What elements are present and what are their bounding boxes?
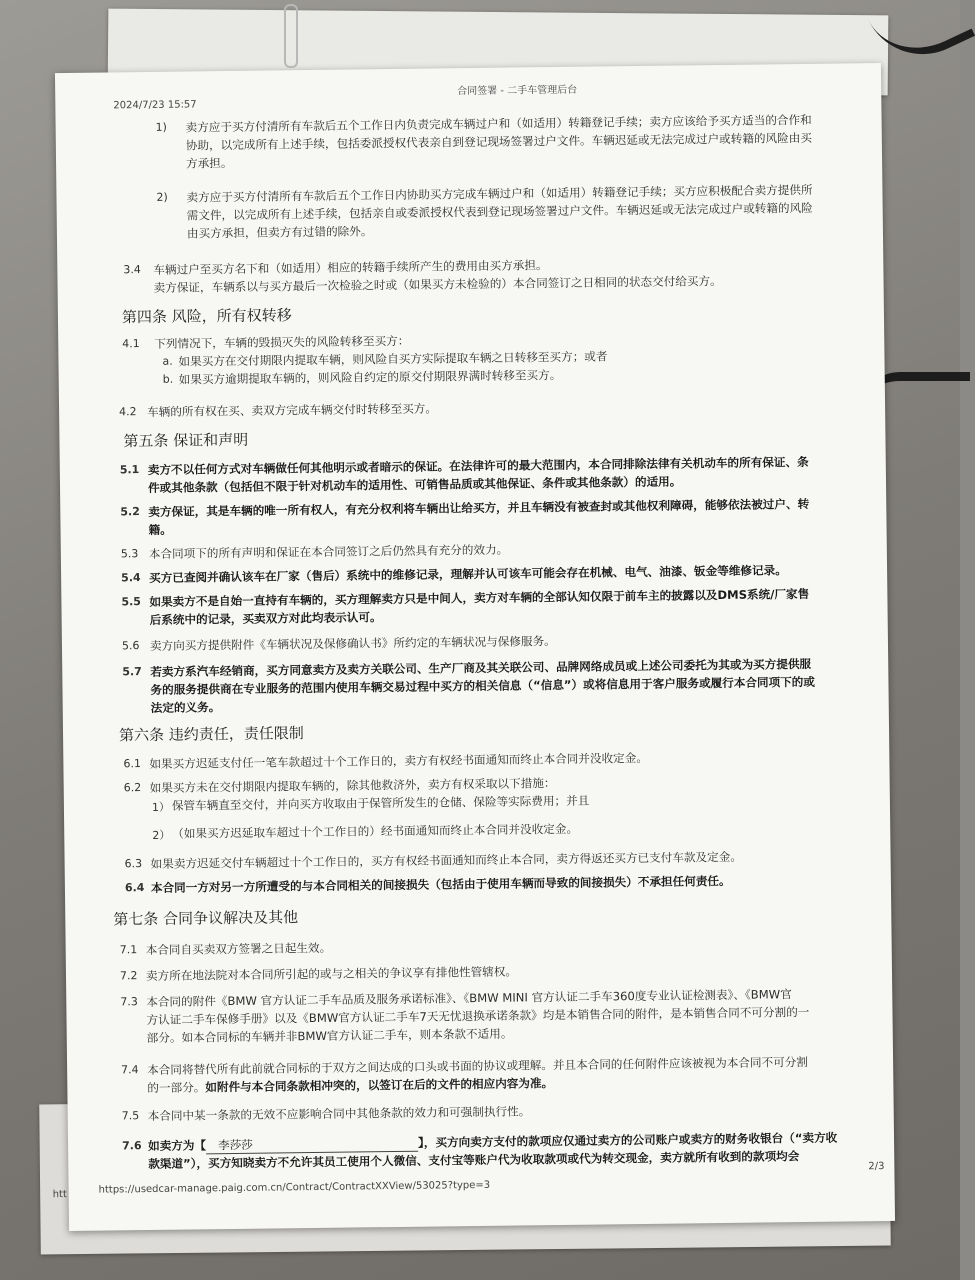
clause-text: 本合同一方对另一方所遭受的与本合同相关的间接损失（包括由于使用车辆而导致的间接损失）不承担任何责任。 bbox=[150, 873, 731, 895]
clause-number: 5.1 bbox=[119, 463, 140, 477]
clause-number: 5.5 bbox=[121, 595, 141, 609]
clause-text: 本合同将替代所有此前就合同标的于双方之间达成的口头或书面的协议或理解。并且本合同的任何附件应该被视为本合同不可分割 bbox=[147, 1054, 809, 1078]
clause-text: 款渠道”），买方知晓卖方不允许其员工使用个人微信、支付宝等账户代为收取款项或代为转交现金，卖方就所有收到的款项均会 bbox=[148, 1149, 800, 1172]
clause-text-line bbox=[149, 542, 509, 562]
clause-text-line bbox=[151, 873, 731, 896]
clause-number: 5.7 bbox=[122, 665, 142, 679]
clause-number: 7.4 bbox=[121, 1063, 139, 1077]
clause-number: b. bbox=[162, 372, 174, 386]
clause-number: 4.1 bbox=[122, 337, 140, 351]
clause-text: 协助，以完成所有上述手续，包括委派授权代表亲自到登记现场签署过户文件。车辆迟延或无法完成过户或转籍的风险由买 bbox=[185, 130, 812, 153]
clause-text: 卖方保证，其是车辆的唯一所有权人，有充分权利将车辆出让给买方，并且车辆没有被查封或其他权利障碍，能够依法被过户、转 bbox=[148, 496, 810, 519]
clause-text: 如果买方迟延支付任一笔车款超过十个工作日的，卖方有权经书面通知而终止本合同并没收定金。 bbox=[149, 750, 649, 771]
clause-text: 本合同自买卖双方签署之日起生效。 bbox=[145, 940, 332, 958]
clause-text-line bbox=[147, 1054, 808, 1078]
clause-text: 卖方向买方提供附件《车辆状况及保修确认书》所约定的车辆状况与保修服务。 bbox=[149, 634, 556, 653]
clause-text: 如果买方未在交付期限内提取车辆的，除其他救济外，卖方有权采取以下措施： bbox=[149, 776, 556, 795]
clause-number: 7.2 bbox=[119, 969, 138, 983]
clause-number: 2） bbox=[152, 828, 171, 842]
clause-text-line bbox=[153, 257, 547, 278]
clause-text-line bbox=[179, 367, 562, 388]
clause-text: 需文件，以完成所有上述手续，包括亲自或委派授权代表到登记现场签署过户文件。车辆迟延或无法完成过户或转籍的风险 bbox=[186, 200, 813, 223]
clause-text-line bbox=[148, 496, 809, 520]
clause-text: 后系统中的记录，买卖双方对此均表示认可。 bbox=[149, 610, 382, 627]
clause-number: 5.6 bbox=[121, 639, 140, 653]
clause-number: 6.3 bbox=[124, 857, 143, 871]
clause-text-line bbox=[147, 400, 437, 420]
clause-number: 2) bbox=[156, 190, 168, 204]
clause-text: 如果买方在交付期限内提取车辆，则风险自买方实际提取车辆之日转移至买方；或者 bbox=[178, 349, 608, 369]
clause-text: 如果卖方迟延交付车辆超过十个工作日的，买方有权经书面通知而终止本合同，卖方得返还买方已支付车款及定金。 bbox=[150, 849, 742, 871]
clause-number: 7.1 bbox=[119, 943, 138, 957]
clause-text: 本合同项下的所有声明和保证在本合同签订之后仍然具有充分的效力。 bbox=[148, 542, 509, 561]
clause-number: 6.2 bbox=[123, 781, 142, 795]
clause-text: 卖方应于买方付清所有车款后五个工作日内负责完成车辆过户和（如适用）转籍登记手续；卖方应该给予买方适当的合作和 bbox=[185, 112, 812, 135]
clause-text: 】，买方向卖方支付的款项应仅通过卖方的公司账户或卖方的财务收银台（“卖方收 bbox=[417, 1130, 838, 1150]
paper-clip-icon bbox=[284, 4, 298, 68]
clause-text: 法定的义务。 bbox=[150, 700, 221, 715]
clause-text-line bbox=[147, 1075, 553, 1096]
clause-text: 买方已查阅并确认该车在厂家（售后）系统中的维修记录，理解并认可该车可能会存在机械、电气、油漆、钣金等维修记录。 bbox=[149, 563, 787, 585]
clause-text-line bbox=[151, 849, 742, 872]
section-heading: 第四条 风险，所有权转移 bbox=[121, 306, 292, 327]
clause-text-line bbox=[146, 940, 332, 958]
clause-text: 方认证二手车保修手册》以及《BMW官方认证二手车7天无忧退换承诺条款》均是本销售合同的附件，是本销售合同不可分割的一 bbox=[146, 1004, 810, 1028]
clause-text-line bbox=[172, 821, 578, 842]
clause-text-line bbox=[149, 586, 809, 610]
section-heading: 第七条 合同争议解决及其他 bbox=[113, 908, 299, 929]
clause-text: 的一部分。 bbox=[147, 1080, 206, 1096]
clause-text: 车辆过户至买方名下和（如适用）相应的转籍手续所产生的费用由买方承担。 bbox=[153, 258, 548, 277]
clause-text: 方承担。 bbox=[185, 155, 233, 171]
clause-text: 车辆的所有权在买、卖双方完成车辆交付时转移至买方。 bbox=[147, 401, 438, 419]
clause-text-line bbox=[148, 522, 171, 538]
clause-text-line bbox=[151, 699, 221, 716]
clause-text: 由买方承担，但卖方有过错的除外。 bbox=[186, 224, 373, 241]
clause-text: 如果买方逾期提取车辆的，则风险自约定的原交付期限界满时转移至买方。 bbox=[178, 367, 562, 387]
clause-text-line bbox=[172, 793, 590, 814]
clause-text: 如果卖方不是自始一直持有车辆的，买方理解卖方只是中间人，卖方对车辆的全部认知仅限于前车主的披露以及DMS系统/厂家售 bbox=[149, 586, 810, 609]
clause-text: 本合同的附件《BMW 官方认证二手车品质及服务承诺标准》、《BMW MINI 官方认证二手车360度专业认证检测表》、《BMW官 bbox=[146, 987, 792, 1010]
clause-text: 籍。 bbox=[148, 522, 172, 537]
clause-text: 务的服务提供商在专业服务的范围内使用车辆交易过程中买方的相关信息（“信息”）或将信息用于客户服务或履行本合同项下的或 bbox=[150, 674, 816, 697]
clause-text: 件或其他条款（包括但不限于针对机动车的适用性、可销售品质或其他保证、条件或其他条款）的适用。 bbox=[147, 474, 682, 495]
clause-text: 如卖方为【 bbox=[147, 1138, 207, 1154]
clause-text-line bbox=[147, 1026, 513, 1046]
clause-text-line bbox=[150, 609, 382, 628]
clause-text: （如果买方迟延取车超过十个工作日的）经书面通知而终止本合同并没收定金。 bbox=[172, 821, 579, 841]
clause-number: 1) bbox=[155, 120, 168, 134]
contract-page bbox=[52, 63, 895, 1231]
clause-text-line bbox=[148, 1103, 531, 1124]
clause-number: 5.2 bbox=[120, 505, 140, 519]
clause-number: 7.6 bbox=[121, 1139, 142, 1153]
clause-text: 如附件与本合同条款相冲突的，以签订在后的文件的相应内容为准。 bbox=[205, 1076, 554, 1095]
clause-text: 本合同中某一条款的无效不应影响合同中其他条款的效力和可强制执行性。 bbox=[147, 1104, 531, 1124]
clause-number: 5.3 bbox=[120, 547, 139, 561]
clause-number: 6.4 bbox=[124, 881, 145, 895]
section-heading: 第六条 违约责任，责任限制 bbox=[118, 724, 304, 745]
print-footer-url: https://usedcar-manage.paig.com.cn/Contract/ContractXXView/53025?type=3 bbox=[98, 1179, 491, 1196]
clause-text-line bbox=[154, 333, 409, 352]
clause-text-line bbox=[186, 155, 233, 172]
clause-text: 卖方保证，车辆系以与买方最后一次检验之时或（如果买方未检验的）本合同签订之日相同的状态交付给买方。 bbox=[153, 273, 722, 295]
clause-number: 7.3 bbox=[120, 995, 138, 1009]
clause-text-line bbox=[150, 633, 556, 654]
url-fragment: htt bbox=[52, 1189, 67, 1201]
clause-text: 若卖方系汽车经销商，买方同意卖方及卖方关联公司、生产厂商及其关联公司、品牌网络成员或上述公司委托为其或为买方提供服 bbox=[150, 656, 812, 679]
clause-text-line bbox=[149, 750, 648, 772]
print-datetime: 2024/7/23 15:57 bbox=[113, 99, 197, 112]
clause-text-line bbox=[149, 562, 787, 586]
clause-text: 保管车辆直至交付，并向买方收取由于保管所发生的仓储、保险等实际费用；并且 bbox=[171, 793, 590, 813]
print-header-title: 合同签署 - 二手车管理后台 bbox=[457, 84, 578, 98]
clause-number: 3.4 bbox=[123, 263, 141, 277]
clause-text: 部分。如本合同标的车辆并非BMW官方认证二手车，则本条款不适用。 bbox=[146, 1026, 513, 1046]
clause-text-line bbox=[148, 454, 809, 478]
clause-number: 4.2 bbox=[119, 405, 137, 419]
seller-name-field: 李莎莎 bbox=[206, 1135, 418, 1155]
page-number: 2/3 bbox=[868, 1161, 885, 1173]
clause-number: 7.5 bbox=[121, 1109, 140, 1123]
clause-text: 卖方不以任何方式对车辆做任何其他明示或者暗示的保证。在法律许可的最大范围内，本合同排除法律有关机动车的所有保证、条 bbox=[147, 454, 809, 477]
clause-number: 6.1 bbox=[123, 757, 141, 771]
clause-number: 1） bbox=[151, 800, 171, 814]
clause-text-line bbox=[187, 223, 373, 241]
clause-text: 卖方所在地法院对本合同所引起的或与之相关的争议享有排他性管辖权。 bbox=[145, 964, 518, 984]
clause-number: 5.4 bbox=[121, 571, 141, 585]
clause-text: 卖方应于买方付清所有车款后五个工作日内协助买方完成车辆过户和（如适用）转籍登记手续；买方应积极配合卖方提供所 bbox=[186, 182, 813, 205]
clause-text-line bbox=[146, 964, 517, 985]
clause-text: 下列情况下，车辆的毁损灭失的风险转移至买方： bbox=[154, 333, 410, 351]
clause-number: a. bbox=[162, 354, 173, 368]
section-heading: 第五条 保证和声明 bbox=[123, 430, 249, 451]
